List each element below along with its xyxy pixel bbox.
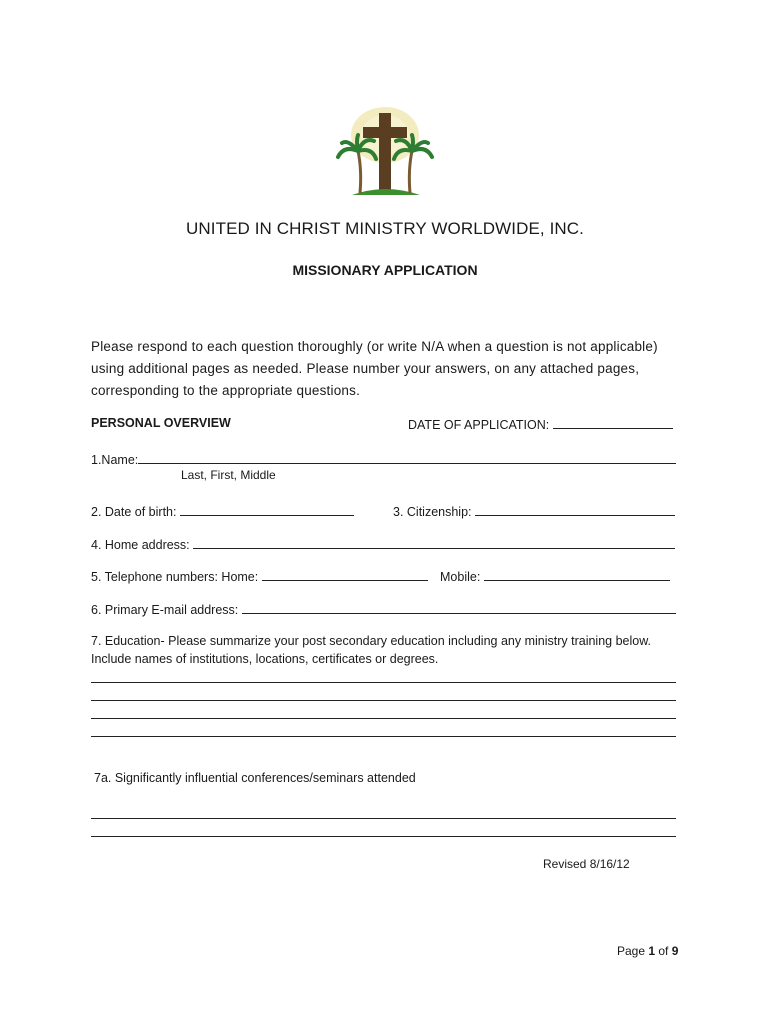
citizenship-label: 3. Citizenship: — [393, 505, 475, 519]
home-phone-field — [91, 568, 428, 584]
home-address-field — [91, 536, 675, 552]
education-answer-line-3[interactable] — [91, 718, 676, 719]
organization-title: UNITED IN CHRIST MINISTRY WORLDWIDE, INC. — [186, 219, 584, 238]
cross-palm-trees-logo-icon — [330, 95, 440, 203]
citizenship-field — [393, 503, 675, 519]
date-of-birth-blank[interactable] — [180, 503, 354, 516]
email-label: 6. Primary E-mail address: — [91, 603, 242, 617]
page-current: 1 — [648, 944, 656, 958]
education-question-continued: Include names of institutions, locations, certificates or degrees. — [91, 652, 439, 666]
email-field — [91, 601, 676, 617]
date-of-birth-field — [91, 503, 354, 519]
conferences-answer-line-1[interactable] — [91, 818, 676, 819]
conferences-question: 7a. Significantly influential conferences/seminars attended — [94, 771, 416, 785]
home-address-blank[interactable] — [193, 536, 675, 549]
revision-date: Revised 8/16/12 — [543, 857, 630, 871]
page-of: of — [655, 944, 672, 958]
page-word: Page — [617, 944, 649, 958]
name-blank[interactable] — [138, 451, 676, 464]
education-question: 7. Education- Please summarize your post secondary education including any ministry training below. — [91, 634, 652, 648]
date-of-application-field — [408, 416, 673, 432]
mobile-phone-blank[interactable] — [484, 568, 670, 581]
ministry-logo — [330, 95, 440, 203]
name-label: 1.Name: — [91, 453, 139, 467]
instructions-paragraph: Please respond to each question thoroughly (or write N/A when a question is not applicable) using additional pages as needed. Please number your answers, on any attached pages, corresponding to the appropriate questions. — [91, 339, 658, 398]
education-answer-line-4[interactable] — [91, 736, 676, 737]
date-of-birth-label: 2. Date of birth: — [91, 505, 180, 519]
citizenship-blank[interactable] — [475, 503, 675, 516]
page-total: 9 — [671, 944, 679, 958]
name-field — [91, 451, 677, 467]
education-answer-line-2[interactable] — [91, 700, 676, 701]
mobile-phone-field — [440, 568, 670, 584]
date-of-application-label: DATE OF APPLICATION: — [408, 418, 553, 432]
mobile-phone-label: Mobile: — [440, 570, 484, 584]
email-blank[interactable] — [242, 601, 676, 614]
education-answer-line-1[interactable] — [91, 682, 676, 683]
home-phone-blank[interactable] — [262, 568, 428, 581]
personal-overview-heading: PERSONAL OVERVIEW — [91, 416, 231, 430]
page-indicator — [617, 944, 678, 958]
name-hint: Last, First, Middle — [181, 468, 276, 482]
form-title: MISSIONARY APPLICATION — [292, 262, 478, 278]
date-of-application-blank[interactable] — [553, 416, 673, 429]
home-address-label: 4. Home address: — [91, 538, 194, 552]
conferences-answer-line-2[interactable] — [91, 836, 676, 837]
home-phone-label: 5. Telephone numbers: Home: — [91, 570, 262, 584]
